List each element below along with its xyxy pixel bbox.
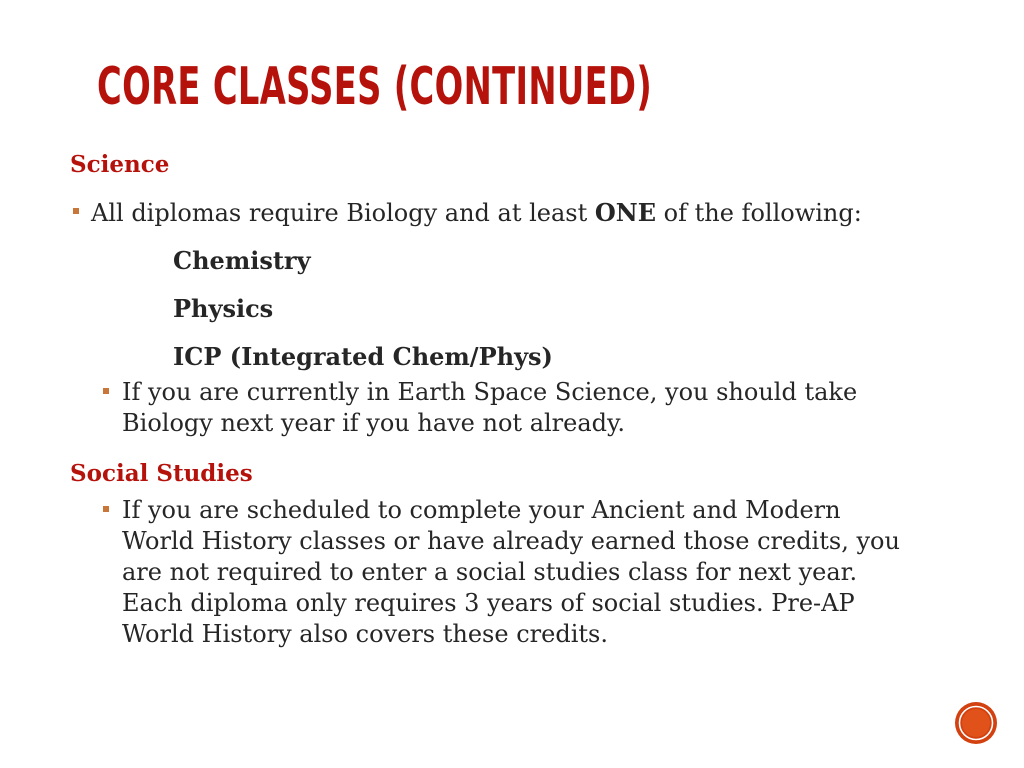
emphasis-one: ONE (594, 198, 657, 227)
course-chemistry: Chemistry (173, 246, 311, 275)
slide-title: CORE CLASSES (CONTINUED) (97, 57, 653, 117)
earth-space-note-line-2: Biology next year if you have not already. (122, 409, 626, 437)
social-studies-line-5: World History also covers these credits. (122, 620, 608, 648)
course-physics: Physics (173, 294, 274, 323)
social-studies-line-3: are not required to enter a social studies class for next year. (122, 558, 858, 586)
social-studies-line-4: Each diploma only requires 3 years of social studies. Pre-AP (122, 589, 855, 617)
science-requirement-text: All diplomas require Biology and at least ONE of the following: (91, 198, 862, 227)
sub-bullet-icon (103, 388, 109, 394)
orange-circle-logo-icon (954, 701, 998, 745)
social-studies-line-2: World History classes or have already earned those credits, you (122, 527, 900, 555)
course-icp: ICP (Integrated Chem/Phys) (173, 342, 553, 371)
science-heading: Science (70, 151, 170, 178)
sub-bullet-icon (103, 506, 109, 512)
earth-space-note-line-1: If you are currently in Earth Space Science, you should take (122, 378, 858, 406)
bullet-icon (73, 208, 79, 214)
social-studies-heading: Social Studies (70, 460, 253, 487)
social-studies-line-1: If you are scheduled to complete your Ancient and Modern (122, 496, 841, 524)
